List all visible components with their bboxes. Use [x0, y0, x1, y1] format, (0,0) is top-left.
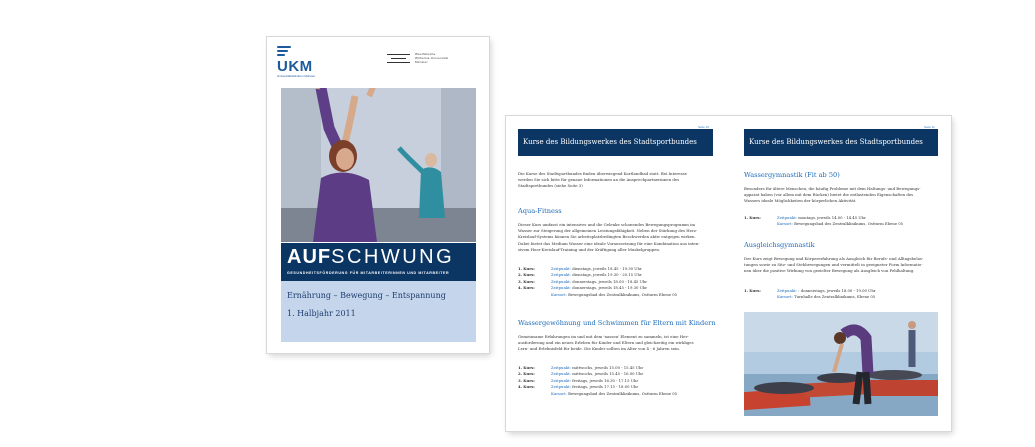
right-page-header-text: Kurse des Bildungswerkes des Stadtsportbundes — [749, 138, 923, 146]
swim-text: Gemeinsame Erfahrungen im und mit dem 'nassen' Element zu sammeln, ist eine Her- ausforderung und ein neues Erleben für Kinder und Eltern und gleichzeitig ein wirkliges Lern- und Erlebnisfeld für beide. Die Kinder sollten im Alter von 4 - 6 Jahren sein. — [518, 334, 694, 352]
brochure-cover — [267, 37, 489, 353]
cover-photo-stretching-women — [281, 88, 476, 242]
swim-heading: Wassergewöhnung und Schwimmen für Eltern mit Kindern — [518, 319, 716, 327]
cover-term: 1. Halbjahr 2011 — [287, 309, 356, 318]
aqua-fitness-text: Dieser Kurs umfasst ein intensives und die Gelenke schonendes Bewegungsprogramm im Wasser zur Steigerung der allgemeinen Leistungsfähigkeit. Neben der Stärkung des Herz- Kreislauf-Systems können Sie arbeitsplatzbedingten Beschwerden aktiv entgegen wirken. Dabei bietet das Medium Wasser eine ideale Voraussetzung für eine Kombination aus inten- sivem Herz-Kreislauf-Training und der Kräftigung aller Muskelgruppen. — [518, 222, 700, 252]
ausgleichsgymnastik-text: Der Kurs zeigt Bewegung und Körpererfahrung als Ausgleich für Berufs- und Alltagsbelas- tungen sowie zu Sitz- und Stehbewegungen und vermittelt in geeigneter Form Informatio- nen über die positive Wirkung von gezielter Bewegung als Ausgleich von Fehlhaltung. — [744, 256, 924, 274]
cover-topics: Ernährung – Bewegung – Entspannung — [287, 291, 446, 300]
ausgleichsgymnastik-heading: Ausgleichsgymnastik — [744, 241, 815, 249]
wassergymnastik-heading: Wassergymnastik (Fit ab 50) — [744, 171, 840, 179]
cover-subtitle: GESUNDHEITSFÖRDERUNG FÜR MITARBEITERINNEN UND MITARBEITER — [287, 271, 450, 275]
cover-title: AUFSCHWUNG — [287, 246, 455, 268]
wassergymnastik-text: Besonders für ältere Menschen, die häufig Probleme mit dem Haltungs- und Bewegungs- apparat haben (vor allem mit dem Rücken) bietet die entlastenden Eigenschaften des Wassers ideale Möglichkeiten der körperlichen Aktivität. — [744, 186, 921, 204]
right-page-header — [744, 129, 938, 156]
cover-title-band — [281, 243, 476, 281]
ukm-logo — [277, 46, 322, 82]
university-logo-icon — [387, 54, 410, 66]
ukm-logo-subtext: Universitätsklinikum Münster — [277, 74, 316, 78]
left-page-header-text: Kurse des Bildungswerkes des Stadtsportbundes — [523, 138, 697, 146]
aqua-fitness-heading: Aqua-Fitness — [518, 207, 562, 215]
left-page-header — [518, 129, 713, 156]
page-number-left: Seite 10 — [698, 125, 710, 129]
gym-class-photo — [744, 312, 938, 416]
university-name: Westfälische Wilhelms-Universität Münster — [415, 52, 449, 64]
cover-info-box — [281, 281, 476, 342]
ukm-logo-text: UKM — [277, 58, 313, 75]
page-number-right: Seite 11 — [924, 125, 935, 129]
brochure-spread: Seite 10 Kurse des Bildungswerkes des Stadtsportbundes Die Kurse des Stadtsportbundes finden überwiegend Kortlandbad statt. Bei Interesse werden Sie sich bitte für genaue Informationen an die Ansprechpartnerinnen des Stadtsportbundes (siehe Seite 3) Aqua-Fitness Dieser Kurs umfasst ein intensives und die Gelenke schonendes Bewegungsprogramm im Wasser zur Steigerung der allgemeinen Leistungsfähigkeit. Neben der Stärkung des Herz- Kreislauf-Systems können Sie arbeitsplatzbedingten Beschwerden aktiv entgegen wirken. Dabei bietet das Medium Wasser eine ideale Voraussetzung für eine Kombination aus inten- sivem Herz-Kreislauf-Training und der Kräftigung aller Muskelgruppen. 1. Kurs: Zeitpunkt: dienstags, jeweils 18.45 - 19.30 Uhr 2. Kurs: Zeitpunkt: dienstags, jeweils 19.30 - 20.15 Uhr 3. Kurs: Zeitpunkt: donnerstags, jeweils 18.00 - 18.45 Uhr 4. Kurs: Zeitpunkt: donnerstags, jeweils 18.45 - 19.30 Uhr Kursort: Bewegungsbad des Zentralklinikums, Ostturm Ebene 05 Wassergewöhnung und Schwimmen für Eltern mit Kindern Gemeinsame Erfahrungen im und mit dem 'nassen' Element zu sammeln, ist eine Her- ausforderung und ein neues Erleben für Kinder und Eltern und gleichzeitig ein wirkliges Lern- und Erlebnisfeld für beide. Die Kinder sollten im Alter von 4 - 6 Jahren sein. 1. Kurs: Zeitpunkt: mittwochs, jeweils 15.00 - 15.45 Uhr 2. Kurs: Zeitpunkt: mittwochs, jeweils 15.45 - 16.00 Uhr 3. Kurs: Zeitpunkt: freitags, jeweils 16.30 - 17.15 Uhr 4. Kurs: Zeitpunkt: freitags, jeweils 17.15 - 18.00 Uhr Kursort: Bewegungsbad des Zentralklinikums, Ostturm Ebene 05 Seite 11 Kurse des Bildungswerkes des Stadtsportbundes Wassergymnastik (Fit ab 50) Besonders für ältere Menschen, die häufig Probleme mit dem Haltungs- und Bewegungs- apparat haben (vor allem mit dem Rücken) bietet die entlastenden Eigenschaften des Wassers ideale Möglichkeiten der körperlichen Aktivität. 1. Kurs: Zeitpunkt: montags, jeweils 14.00 - 14.45 Uhr Kursort: Bewegungsbad des Zentralklinikums, Ostturm Ebene 05 Ausgleichsgymnastik Der Kurs zeigt Bewegung und Körpererfahrung als Ausgleich für Berufs- und Alltagsbelas- tungen sowie zu Sitz- und Stehbewegungen und vermittelt in geeigneter Form Informatio- nen über die positive Wirkung von gezielter Bewegung als Ausgleich von Fehlhaltung. 1. Kurs: Zeitpunkt: : donnerstags, jeweils 18.00 - 19.00 Uhr Kursort: Turnhalle des Zentralklinikums, Ebene 05 — [506, 116, 951, 431]
ukm-stripes-icon — [277, 46, 291, 58]
university-logo — [387, 50, 477, 70]
intro-paragraph: Die Kurse des Stadtsportbundes finden überwiegend Kortlandbad statt. Bei Interesse werden Sie sich bitte für genaue Informationen an die Ansprechpartnerinnen des Stadtsportbundes (siehe Seite 3) — [518, 171, 687, 189]
